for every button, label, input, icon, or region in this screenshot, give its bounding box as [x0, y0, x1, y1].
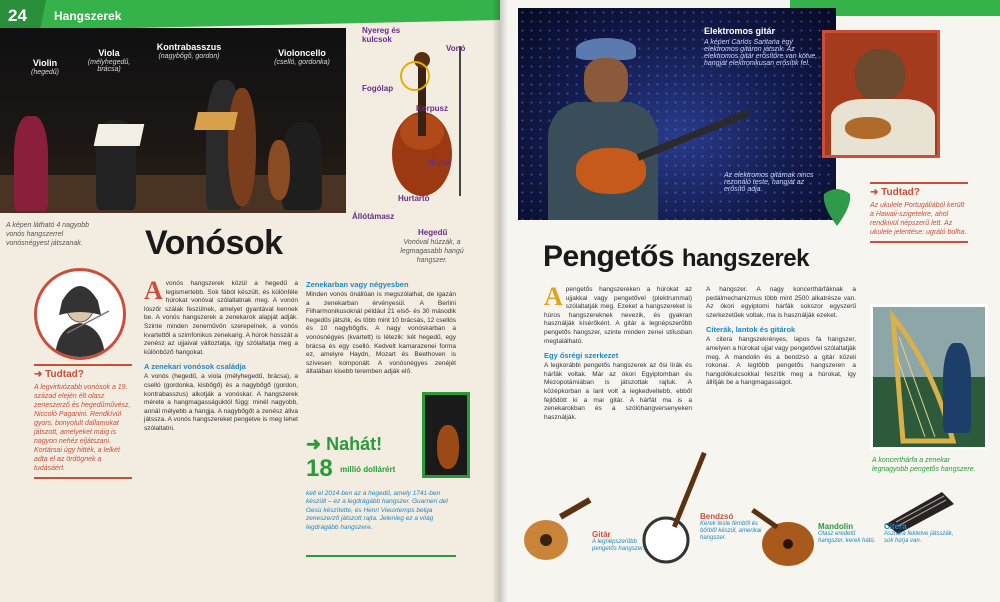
wow-rule: [306, 555, 456, 557]
ukulele-player-face: [855, 49, 905, 101]
banjo-illustration: [642, 436, 722, 566]
music-stand: [94, 124, 145, 146]
part-fingerboard: Fogólap: [362, 84, 394, 93]
did-you-know-rule-right: [870, 241, 968, 243]
violinist-player: [14, 116, 48, 211]
photo-caption: A képen látható 4 nagyobb vonós hangszerrel vonósnégyest játszanak.: [6, 222, 90, 247]
part-pegs: Nyereg és kulcsok: [362, 26, 401, 44]
harp-caption: A koncerthárfa a zenekar legnagyobb pengetős hangszere.: [872, 457, 976, 473]
subheading-family: A zenekari vonósok családja: [144, 362, 246, 372]
violin-caption: Vonóval húzzák, a legmagasabb hangú hangszer.: [400, 239, 464, 264]
wow-text: kelt el 2014-ben az a hegedű, amely 1741-ben készült – ez a legdrágább hangszer. Guarneri del Gesù készítette, és Henri Vieuxtemps belga zeneszerző játszott rajta. Jelenleg ez a világ legdrágább hangszere.: [306, 490, 448, 531]
guitar-pick-icon: [820, 184, 854, 228]
family-paragraph: A vonós (hegedű, a viola (mélyhegedű, brácsa), a cselló (gordonka, kisbőgő) és a nagybőgő (gordon, kontrabasszus) alkotják a vonóskar. A hangszerek mérete a hangmagasságuktól függ: minél nagyobb, annál mélyebb a hangja. A nagybőgőt a zenész állva játssza. A vonós hangszereket pengetve is meg lehet szólaltatni.: [144, 373, 298, 432]
subheading-zither: Citerák, lantok és gitárok: [706, 325, 796, 335]
right-body-column-2: [706, 286, 856, 388]
wow-unit: millió dollárért: [340, 464, 396, 474]
part-bow: Vonó: [446, 44, 466, 53]
harp-photo: [870, 304, 988, 450]
label-viola: Viola (mélyhegedű, brácsa): [87, 48, 131, 73]
part-body: Korpusz: [416, 104, 448, 113]
ukulele-instrument: [845, 117, 891, 139]
instrument-guitar: Gitár A legnépszerűbb pengetős hangszer.: [592, 530, 645, 552]
part-strings: Húrok: [428, 158, 452, 167]
portrait-sketch: [37, 271, 123, 357]
guitar-illustration: [520, 496, 600, 566]
label-violin: Violin (hegedű): [30, 58, 60, 76]
section-title: Hangszerek: [54, 9, 122, 23]
right-body-column-1: [544, 282, 692, 422]
did-you-know-text-right: Az ukulele Portugáliából került a Hawaii-szigetekre, ahol rendkívül népszerű lett. Az ukulele jelentése: ugráló bolha.: [870, 202, 967, 236]
label-double-bass: Kontrabasszus (nagybőgő, gordon): [156, 42, 222, 60]
part-tailpiece: Hurtartó: [398, 194, 430, 203]
did-you-know-right: [870, 182, 968, 243]
instrument-mandolin: Mandolin Olasz eredetű hangszer, kerek hátú.: [818, 522, 876, 544]
harpist: [943, 343, 971, 433]
hat: [576, 38, 636, 60]
paganini-portrait: [34, 268, 126, 360]
violin-caption-title: Hegedű: [418, 228, 448, 237]
label-cello: Violoncello (cselló, gordonka): [274, 48, 330, 66]
did-you-know-heading: ➜ Tudtad?: [34, 364, 132, 380]
part-soundpost: Állótámasz: [352, 212, 395, 221]
pluck-intro-paragraph: pengetős hangszereken a húrokat az ujjakkal vagy pengetővel (plektrummal) szólaltatják meg. Ezeket a hangszereket is húros hangszereknek nevezik, és gyakran használják kísérőként. A gitár a legnépszerűbb pengetős hangszer, szinte minden zenei stílusban megtalálható.: [544, 286, 692, 345]
intro-paragraph: vonós hangszerek közül a hegedű a legismertebb. Sok fából készült, és különféle húrokat vonóval szólaltatnak meg. A vonón lószőr szálak feszülnek, amelyet gyantával kennek be. A vonós hangszerek a zenekarok alapját adják. Szinte minden zeneművön szerepelnek, a vonós kvartettől a szimfonikus zenekarig. A húrok hosszát a zenész az ujjaival változtatja, így szólaltatja meg a különböző hangokat.: [144, 280, 298, 356]
mandolin-illustration: [748, 492, 828, 572]
dropcap-right: A: [544, 282, 563, 311]
dropcap: A: [144, 276, 163, 305]
string-quartet-photo: [0, 28, 346, 213]
instrument-zither: Citera Asztalra fektetve játsszák, sok húrja van.: [884, 522, 954, 544]
wow-heading: ➜ Nahát!: [306, 434, 383, 454]
electric-guitar-photo: [518, 8, 836, 220]
left-page-title: Vonósok: [145, 224, 283, 262]
zither-paragraph: A citera hangszekrényes, lapos fa hangszer, amelyen a húrokat ujjal vagy pengetővel szólaltatják meg. A mandolin és a bendzsó a gitár közeli rokonai. A legtöbb pengetős hangszeren a hangolókulcsokkal feszítik meg a húrokat, így állítják be a hangmagasságot.: [706, 336, 856, 387]
subheading-ancient: Egy ősrégi szerkezet: [544, 351, 619, 361]
wow-number: 18: [306, 455, 333, 482]
electric-guitar-body: [576, 148, 646, 194]
electric-guitar-label: Elektromos gitár A képen Carlos Santana egy elektromos gitáron játszik. Az elektromos gitár erősítőre van kötve, hangját elektronikusan erősítik fel.: [704, 26, 818, 67]
violin-photo: [422, 392, 470, 478]
instrument-banjo: Bendzsó Kerek teste fémből és bőrből készül, amerikai hangszer.: [700, 512, 762, 541]
did-you-know-text: A legvirtuózabb vonósok a 19. század elején élt olasz zeneszerző és hegedűművész, Niccolò Paganini. Rendkívül gyors, bonyolult dallamokat játszott, amelyeket máig is nagyon nehéz eljátszani. Kortársai úgy hitték, a lelkét adta el az ördögnek a tudásáért.: [34, 384, 131, 472]
music-stand: [194, 112, 238, 130]
did-you-know-rule: [34, 477, 132, 479]
double-bass-instrument: [228, 88, 256, 206]
orchestra-paragraph: Minden vonós önállóan is megszólalhat, de igazán a zenekarban érvényesül. A Berlini Filharmonikusoknál például 21 első- és 30 második hegedűs játszik, és több mint 10 brácsás, 12 csellós és 10 nagybőgős. A nagy vonóskarban a vonósnégyes (kvartett) is létezik: két hegedű, egy brácsa és egy cselló. Kedvelt kamarazenei forma ez, amelyre Haydn, Mozart és Beethoven is szívesen komponált. A vonósnégyes zenéjét általában kisebb teremben adják elő.: [306, 291, 456, 376]
ukulele-photo: [822, 30, 940, 158]
left-body-column-1: [144, 276, 298, 434]
subheading-orchestra: Zenekarban vagy négyesben: [306, 280, 409, 289]
cello-instrument: [268, 140, 290, 200]
electric-guitar-side-caption: Az elektromos gitárnak nincs rezonáló teste, hangját az erősítő adja.: [724, 172, 814, 193]
ancient-paragraph: A legkorábbi pengetős hangszerek az ősi lírák és hárfák voltak. Már az ókori Egyiptomban és Mezopotámiában is játszottak rajtuk. A középkorban a lant volt a legkedveltebb, ebből fejlődött ki a mai gitár. A hárfát ma is a zenekarokban és a szólóhangversenyeken használják.: [544, 362, 692, 421]
page-number: 24: [8, 6, 27, 25]
did-you-know-heading-right: ➜ Tudtad?: [870, 182, 968, 198]
left-body-column-2: [306, 280, 456, 377]
face: [584, 58, 628, 104]
harp-paragraph: A hangszer. A nagy koncerthárfáknak a pedálmechanizmus több mint 2500 alkatrésze van. Az ókori egyiptomi hárfák sokszor egyszerű szerkezetűek voltak, ma is használják ezeket.: [706, 286, 856, 319]
right-page-title: Pengetős hangszerek: [543, 240, 809, 273]
book-gutter: [492, 0, 508, 602]
wow-fact-box: [306, 434, 428, 483]
did-you-know-left: [34, 364, 132, 479]
